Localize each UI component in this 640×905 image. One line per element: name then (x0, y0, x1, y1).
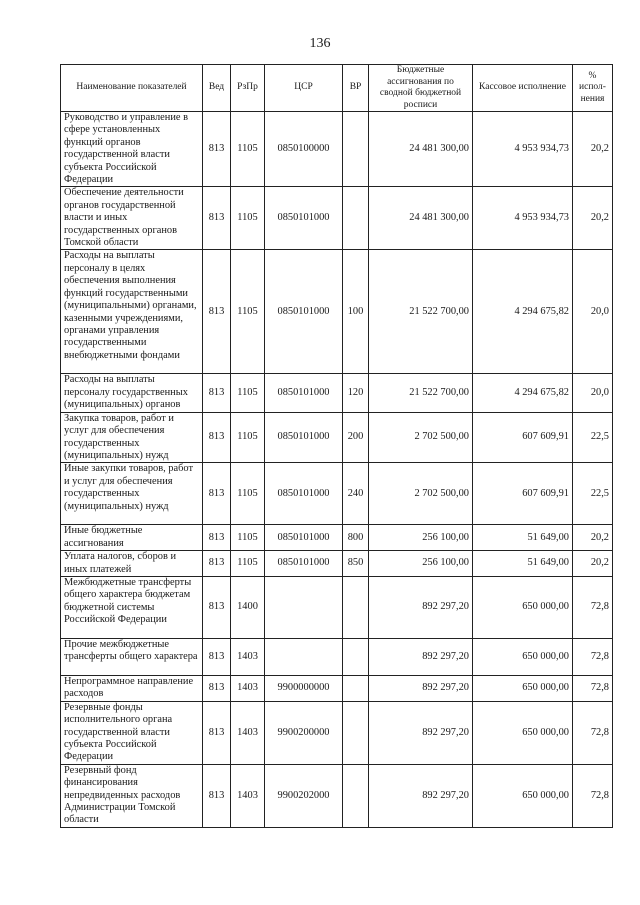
table-row (61, 412, 613, 463)
row-rzpr: 1105 (231, 463, 265, 525)
row-assignments: 24 481 300,00 (369, 187, 473, 250)
row-ved: 813 (203, 675, 231, 701)
row-percent: 20,0 (573, 250, 613, 374)
row-csr: 9900000000 (265, 675, 343, 701)
table-body (61, 112, 613, 828)
row-name: Межбюджетные трансферты общего характера бюджетам бюджетной системы Российской Федерации (61, 576, 203, 638)
row-assignments: 892 297,20 (369, 576, 473, 638)
table-row (61, 112, 613, 187)
row-vr (343, 112, 369, 187)
header-vr: ВР (343, 65, 369, 112)
row-csr: 0850101000 (265, 187, 343, 250)
row-ved: 813 (203, 463, 231, 525)
row-percent: 20,2 (573, 525, 613, 551)
table-row (61, 187, 613, 250)
row-csr (265, 576, 343, 638)
row-percent: 20,2 (573, 112, 613, 187)
row-name: Расходы на выплаты персоналу в целях обеспечения выполнения функций государственными (муниципальными) органами, казенными учреждениями, органами управления государственными внебюджетными фондами (61, 250, 203, 374)
table-row (61, 576, 613, 638)
row-assignments: 892 297,20 (369, 638, 473, 675)
row-assignments: 256 100,00 (369, 551, 473, 577)
row-execution: 607 609,91 (473, 412, 573, 463)
header-execution: Кассовое исполнение (473, 65, 573, 112)
header-percent: % испол-нения (573, 65, 613, 112)
row-csr: 0850101000 (265, 250, 343, 374)
row-vr: 240 (343, 463, 369, 525)
table-row (61, 701, 613, 764)
row-ved: 813 (203, 764, 231, 827)
row-ved: 813 (203, 701, 231, 764)
row-assignments: 2 702 500,00 (369, 412, 473, 463)
row-execution: 51 649,00 (473, 525, 573, 551)
row-rzpr: 1403 (231, 764, 265, 827)
row-vr (343, 764, 369, 827)
row-execution: 650 000,00 (473, 701, 573, 764)
row-name: Руководство и управление в сфере установленных функций органов государственной власти субъекта Российской Федерации (61, 112, 203, 187)
row-percent: 72,8 (573, 701, 613, 764)
row-execution: 650 000,00 (473, 576, 573, 638)
row-percent: 20,2 (573, 187, 613, 250)
row-vr: 850 (343, 551, 369, 577)
row-vr (343, 675, 369, 701)
row-percent: 72,8 (573, 576, 613, 638)
row-ved: 813 (203, 576, 231, 638)
row-rzpr: 1403 (231, 701, 265, 764)
row-percent: 20,0 (573, 374, 613, 412)
row-percent: 72,8 (573, 764, 613, 827)
row-name: Резервные фонды исполнительного органа государственной власти субъекта Российской Федерации (61, 701, 203, 764)
row-rzpr: 1105 (231, 250, 265, 374)
row-assignments: 892 297,20 (369, 701, 473, 764)
row-assignments: 892 297,20 (369, 764, 473, 827)
table-row (61, 463, 613, 525)
table-row (61, 525, 613, 551)
row-name: Прочие межбюджетные трансферты общего характера (61, 638, 203, 675)
row-vr (343, 638, 369, 675)
row-rzpr: 1400 (231, 576, 265, 638)
row-percent: 72,8 (573, 675, 613, 701)
row-ved: 813 (203, 638, 231, 675)
table-row (61, 675, 613, 701)
row-vr: 200 (343, 412, 369, 463)
row-assignments: 24 481 300,00 (369, 112, 473, 187)
row-vr (343, 187, 369, 250)
header-ved: Вед (203, 65, 231, 112)
row-assignments: 892 297,20 (369, 675, 473, 701)
row-name: Расходы на выплаты персоналу государственных (муниципальных) органов (61, 374, 203, 412)
row-vr (343, 576, 369, 638)
row-csr: 0850101000 (265, 525, 343, 551)
row-rzpr: 1403 (231, 675, 265, 701)
row-execution: 4 294 675,82 (473, 250, 573, 374)
row-percent: 72,8 (573, 638, 613, 675)
row-ved: 813 (203, 374, 231, 412)
row-vr: 120 (343, 374, 369, 412)
header-name: Наименование показателей (61, 65, 203, 112)
row-percent: 20,2 (573, 551, 613, 577)
row-assignments: 21 522 700,00 (369, 374, 473, 412)
table-row (61, 764, 613, 827)
row-vr: 800 (343, 525, 369, 551)
row-name: Закупка товаров, работ и услуг для обеспечения государственных (муниципальных) нужд (61, 412, 203, 463)
header-assignments: Бюджетные ассигнования по сводной бюджетной росписи (369, 65, 473, 112)
row-csr: 0850101000 (265, 463, 343, 525)
row-ved: 813 (203, 412, 231, 463)
row-csr: 0850101000 (265, 412, 343, 463)
budget-table (60, 64, 613, 828)
row-csr: 0850101000 (265, 551, 343, 577)
row-name: Обеспечение деятельности органов государственной власти и иных государственных органов Томской области (61, 187, 203, 250)
row-rzpr: 1105 (231, 412, 265, 463)
row-ved: 813 (203, 112, 231, 187)
header-csr: ЦСР (265, 65, 343, 112)
row-ved: 813 (203, 250, 231, 374)
row-assignments: 2 702 500,00 (369, 463, 473, 525)
row-rzpr: 1105 (231, 525, 265, 551)
row-ved: 813 (203, 525, 231, 551)
row-ved: 813 (203, 187, 231, 250)
row-csr: 0850100000 (265, 112, 343, 187)
row-vr: 100 (343, 250, 369, 374)
row-execution: 4 953 934,73 (473, 112, 573, 187)
table-row (61, 250, 613, 374)
table-row (61, 374, 613, 412)
row-csr: 9900202000 (265, 764, 343, 827)
row-rzpr: 1105 (231, 187, 265, 250)
row-name: Непрограммное направление расходов (61, 675, 203, 701)
row-vr (343, 701, 369, 764)
row-rzpr: 1403 (231, 638, 265, 675)
row-rzpr: 1105 (231, 551, 265, 577)
row-rzpr: 1105 (231, 112, 265, 187)
row-csr (265, 638, 343, 675)
table-row (61, 638, 613, 675)
table-row (61, 551, 613, 577)
row-ved: 813 (203, 551, 231, 577)
row-csr: 0850101000 (265, 374, 343, 412)
row-name: Иные бюджетные ассигнования (61, 525, 203, 551)
row-execution: 650 000,00 (473, 638, 573, 675)
row-execution: 4 294 675,82 (473, 374, 573, 412)
row-percent: 22,5 (573, 412, 613, 463)
row-execution: 650 000,00 (473, 675, 573, 701)
row-execution: 650 000,00 (473, 764, 573, 827)
row-name: Резервный фонд финансирования непредвиденных расходов Администрации Томской области (61, 764, 203, 827)
row-rzpr: 1105 (231, 374, 265, 412)
row-csr: 9900200000 (265, 701, 343, 764)
row-name: Иные закупки товаров, работ и услуг для обеспечения государственных (муниципальных) нужд (61, 463, 203, 525)
row-execution: 607 609,91 (473, 463, 573, 525)
row-name: Уплата налогов, сборов и иных платежей (61, 551, 203, 577)
header-rzpr: РзПр (231, 65, 265, 112)
row-assignments: 21 522 700,00 (369, 250, 473, 374)
row-percent: 22,5 (573, 463, 613, 525)
page-number: 136 (309, 36, 331, 51)
table-header-row (61, 65, 613, 112)
row-execution: 4 953 934,73 (473, 187, 573, 250)
row-assignments: 256 100,00 (369, 525, 473, 551)
row-execution: 51 649,00 (473, 551, 573, 577)
